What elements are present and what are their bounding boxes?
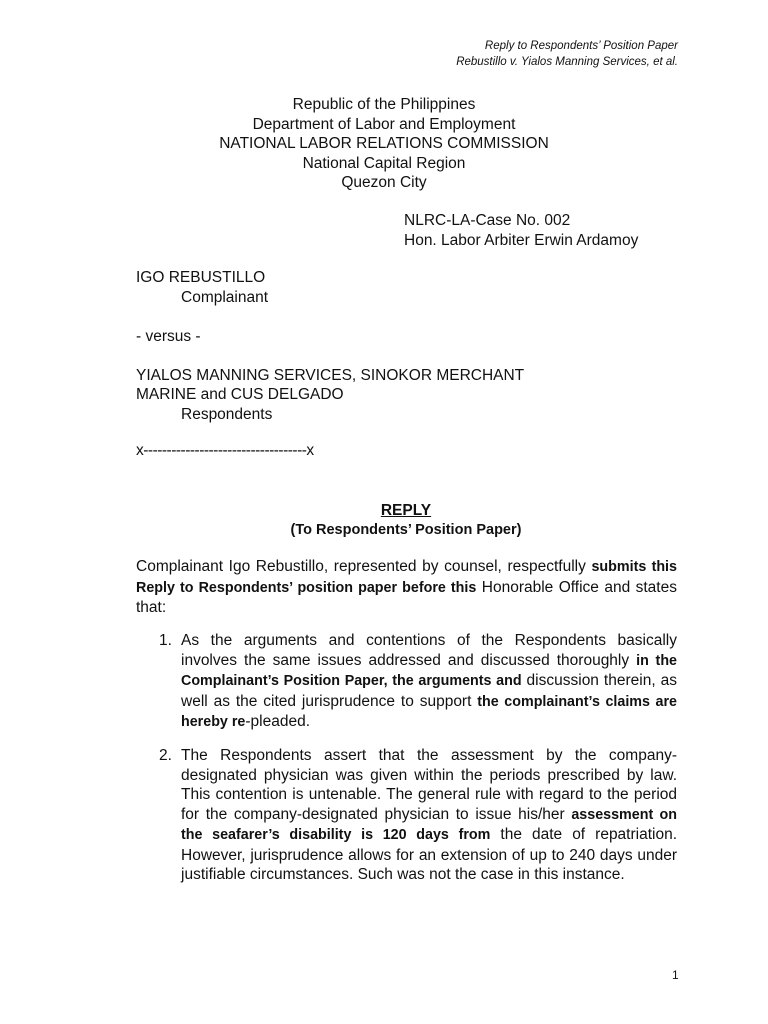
caption-region: National Capital Region	[302, 154, 466, 172]
caption-city: Quezon City	[341, 174, 427, 191]
intro-text-1: Complainant Igo Rebustillo, represented by counsel, respectfully	[136, 558, 592, 575]
paragraph-text: The Respondents assert that the assessment by the company-designated physician was given within the periods prescribed by law. This contention is untenable. The general rule with regard to the period for the company-designated physician to issue his/her	[181, 747, 677, 823]
case-number: NLRC-LA-Case No. 002	[404, 212, 571, 229]
paragraph-text: discussion therein, as well as the cited jurisprudence to support	[181, 672, 678, 710]
versus-label: - versus -	[136, 327, 201, 345]
title-main: REPLY	[380, 502, 432, 519]
parties-block	[136, 268, 524, 424]
court-caption	[0, 95, 768, 193]
paragraph-text: As the arguments and contentions of the Respondents basically involves the same issues addressed and discussed thoroughly	[181, 632, 677, 669]
caption-separator: x-----------------------------------x	[136, 442, 314, 459]
paragraph-bold-text: in the Complainant’s Position Paper, the arguments and	[181, 652, 677, 689]
paragraph-text: the date of repatriation. However, jurisprudence allows for an extension of up to 240 days under justifiable circumstances. Such was not the case in this instance.	[181, 826, 678, 883]
running-header	[456, 38, 678, 70]
running-header-title: Reply to Respondents’ Position Paper	[484, 40, 678, 52]
paragraph-bold-text: the complainant’s claims are hereby re	[181, 693, 677, 730]
caption-department: Department of Labor and Employment	[252, 115, 516, 133]
document-title	[0, 501, 768, 540]
complainant-role: Complainant	[181, 288, 269, 306]
title-sub: (To Respondents’ Position Paper)	[290, 521, 522, 538]
numbered-paragraph-1	[159, 631, 678, 733]
intro-paragraph	[136, 557, 677, 618]
labor-arbiter: Hon. Labor Arbiter Erwin Ardamoy	[404, 231, 639, 249]
paragraph-number: 1.	[159, 632, 172, 649]
caption-commission: NATIONAL LABOR RELATIONS COMMISSION	[219, 135, 549, 152]
respondents-names-line2: MARINE and CUS DELGADO	[136, 386, 344, 403]
intro-text-2: Honorable Office and states that:	[136, 578, 677, 616]
page-number: 1	[672, 968, 679, 982]
case-info	[404, 211, 638, 250]
caption-republic: Republic of the Philippines	[292, 96, 476, 113]
complainant-name: IGO REBUSTILLO	[136, 269, 266, 286]
respondents-role: Respondents	[181, 405, 273, 423]
respondents-names-line1: YIALOS MANNING SERVICES, SINOKOR MERCHANT	[136, 366, 525, 384]
running-header-case: Rebustillo v. Yialos Manning Services, et al.	[456, 56, 678, 68]
intro-text-bold: submits this Reply to Respondents’ position paper before this	[136, 559, 677, 596]
paragraph-bold-text: assessment on the seafarer’s disability is 120 days from	[181, 806, 677, 843]
paragraph-text: -pleaded.	[245, 713, 311, 730]
numbered-paragraph-2	[159, 746, 678, 885]
paragraph-number: 2.	[159, 747, 172, 764]
